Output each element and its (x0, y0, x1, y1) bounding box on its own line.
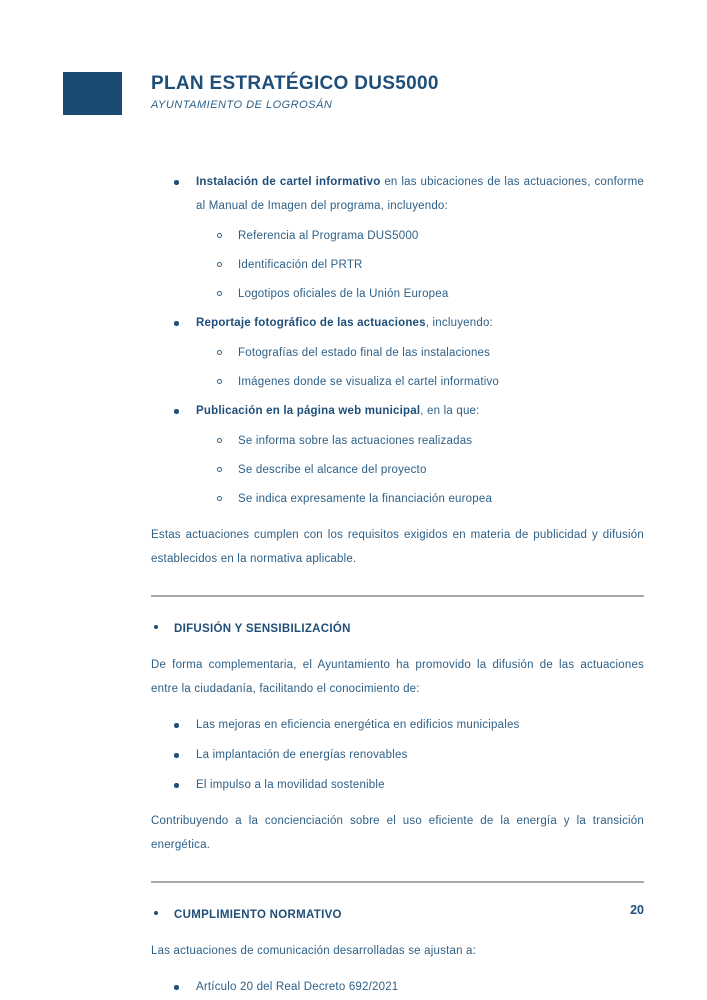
bullet-icon (174, 783, 179, 788)
bullet-text: Artículo 20 del Real Decreto 692/2021 (196, 981, 399, 993)
sub-bullet-icon (217, 379, 222, 384)
bullet-text: El impulso a la movilidad sostenible (196, 779, 385, 791)
bullet-icon (174, 723, 179, 728)
bullet-icon (174, 753, 179, 758)
bullet-item (151, 399, 644, 423)
sub-bullet-icon (217, 233, 222, 238)
sub-bullet-item (151, 487, 644, 511)
document-title: PLAN ESTRATÉGICO DUS5000 (151, 73, 439, 94)
sub-bullet-text: Referencia al Programa DUS5000 (238, 230, 419, 242)
sub-bullet-icon (217, 438, 222, 443)
sub-bullet-item (151, 253, 644, 277)
page-number: 20 (630, 903, 644, 917)
sub-bullet-icon (217, 350, 222, 355)
sub-bullet-item (151, 224, 644, 248)
section-divider (151, 595, 644, 597)
document-subtitle: AYUNTAMIENTO DE LOGROSÁN (151, 99, 333, 111)
bullet-text: , en la que: (420, 405, 480, 417)
bullet-text: Las mejoras en eficiencia energética en edificios municipales (196, 719, 520, 731)
document-body (151, 170, 644, 1000)
bullet-item (151, 311, 644, 335)
bullet-item (151, 713, 644, 737)
section-bullet-icon (154, 625, 158, 629)
section-heading-text: DIFUSIÓN Y SENSIBILIZACIÓN (174, 623, 351, 635)
sub-bullet-icon (217, 467, 222, 472)
sub-bullet-item (151, 282, 644, 306)
sub-bullet-text: Fotografías del estado final de las instalaciones (238, 347, 491, 359)
bullet-bold-text: Instalación de cartel informativo (196, 176, 381, 188)
bullet-item (151, 170, 644, 218)
sub-bullet-text: Se describe el alcance del proyecto (238, 464, 427, 476)
bullet-text: La implantación de energías renovables (196, 749, 408, 761)
closing-paragraph: Contribuyendo a la concienciación sobre el uso eficiente de la energía y la transición energética. (151, 815, 644, 851)
sub-bullet-item (151, 458, 644, 482)
bullet-bold-text: Reportaje fotográfico de las actuaciones (196, 317, 426, 329)
header-text (151, 72, 439, 111)
closing-paragraph: Estas actuaciones cumplen con los requisitos exigidos en materia de publicidad y difusión establecidos en la normativa aplicable. (151, 529, 644, 565)
sub-bullet-text: Identificación del PRTR (238, 259, 363, 271)
section-divider (151, 881, 644, 883)
sub-bullet-icon (217, 262, 222, 267)
sub-bullet-icon (217, 496, 222, 501)
bullet-icon (174, 409, 179, 414)
bullet-text: en las ubicaciones de las actuaciones, conforme al Manual de Imagen del programa, incluyendo: (196, 176, 644, 212)
sub-bullet-text: Logotipos oficiales de la Unión Europea (238, 288, 449, 300)
bullet-text: , incluyendo: (425, 317, 493, 329)
sub-bullet-text: Se indica expresamente la financiación europea (238, 493, 493, 505)
bullet-item (151, 743, 644, 767)
bullet-item (151, 975, 644, 999)
intro-paragraph: Las actuaciones de comunicación desarrolladas se ajustan a: (151, 945, 477, 957)
document-header (63, 72, 439, 115)
sub-bullet-icon (217, 291, 222, 296)
sub-bullet-text: Se informa sobre las actuaciones realizadas (238, 435, 473, 447)
sub-bullet-item (151, 370, 644, 394)
bullet-bold-text: Publicación en la página web municipal (196, 405, 421, 417)
bullet-icon (174, 321, 179, 326)
bullet-icon (174, 180, 179, 185)
bullet-icon (174, 985, 179, 990)
section-heading-difusion (151, 617, 644, 641)
sub-bullet-item (151, 341, 644, 365)
bullet-item (151, 773, 644, 797)
logo-square-icon (63, 72, 122, 115)
section-heading-text: CUMPLIMIENTO NORMATIVO (174, 909, 342, 921)
sub-bullet-item (151, 429, 644, 453)
sub-bullet-text: Imágenes donde se visualiza el cartel informativo (238, 376, 500, 388)
intro-paragraph: De forma complementaria, el Ayuntamiento ha promovido la difusión de las actuaciones entre la ciudadanía, facilitando el conocimiento de: (151, 659, 644, 695)
